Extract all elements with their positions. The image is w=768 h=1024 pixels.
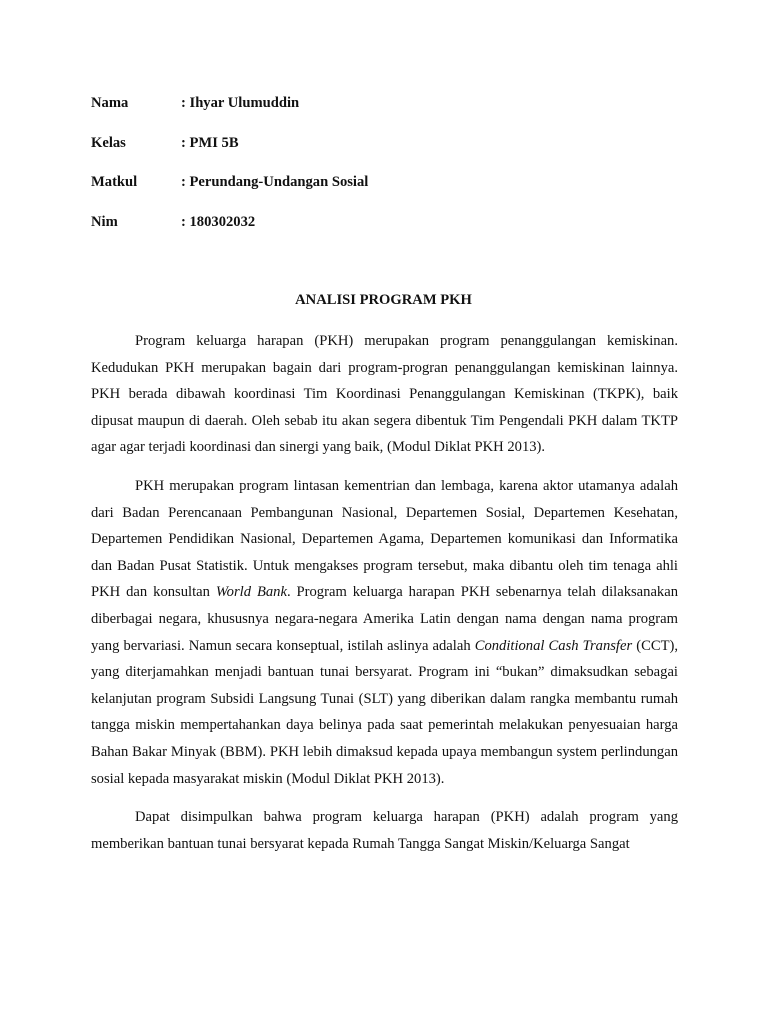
info-value-kelas: : PMI 5B [181, 134, 239, 151]
info-label-nama: Nama [91, 95, 129, 111]
paragraph-3: Dapat disimpulkan bahwa program keluarga harapan (PKH) adalah program yang memberikan bantuan tunai bersyarat kepada Rumah Tangga Sangat Miskin/Keluarga Sangat [91, 809, 678, 852]
document-body [91, 328, 678, 869]
info-value-nama: : Ihyar Ulumuddin [181, 95, 300, 111]
info-row-matkul [91, 171, 368, 211]
paragraph-2-text-c: (CCT), yang diterjamahkan menjadi bantuan tunai bersyarat. Program ini “bukan” dimaksudkan sebagai kelanjutan program Subsidi Langsung Tunai (SLT) yang diberikan dalam rangka membantu rumah tangga miskin mempertahankan daya belinya pada saat pemerintah melakukan penyesuaian harga Bahan Bakar Minyak (BBM). PKH lebih dimaksud kepada upaya membangun system perlindungan sosial kepada masyarakat miskin (Modul Diklat PKH 2013). [91, 637, 678, 787]
paragraph-2-italic-world-bank: World Bank [215, 584, 287, 601]
paragraph-2-text-a: PKH merupakan program lintasan kementrian dan lembaga, karena aktor utamanya adalah dari Badan Perencanaan Pembangunan Nasional, Departemen Sosial, Departemen Kesehatan, Departemen Pendidikan Nasional, Departemen Agama, Departemen komunikasi dan Informatika dan Badan Pusat Statistik. Untuk mengakses program tersebut, maka dibantu oleh tim tenaga ahli PKH dan konsultan [91, 477, 678, 601]
info-row-nim [91, 211, 368, 251]
info-value-matkul: : Perundang-Undangan Sosial [181, 174, 369, 191]
paragraph-2-text-b: . Program keluarga harapan PKH sebenarnya telah dilaksanakan diberbagai negara, khususnya negara-negara Amerika Latin dengan nama dengan nama program yang bervariasi. Namun secara konseptual, istilah aslinya adalah [91, 584, 678, 654]
info-row-kelas [91, 132, 368, 172]
paragraph-2-italic-cct: Conditional Cash Transfer [474, 637, 633, 654]
info-label-matkul: Matkul [91, 174, 138, 191]
paragraph-2 [91, 473, 678, 792]
document-title: ANALISI PROGRAM PKH [295, 292, 472, 308]
info-value-nim: : 180302032 [181, 213, 256, 230]
info-label-nim: Nim [91, 213, 118, 230]
student-info-table [91, 92, 368, 250]
info-label-kelas: Kelas [91, 134, 126, 151]
paragraph-1: Program keluarga harapan (PKH) merupakan program penanggulangan kemiskinan. Kedudukan PKH merupakan bagain dari program-progran penanggulangan kemiskinan lainnya. PKH berada dibawah koordinasi Tim Koordinasi Penanggulangan Kemiskinan (TKPK), baik dipusat maupun di daerah. Oleh sebab itu akan segera dibentuk Tim Pengendali PKH dalam TKTP agar agar terjadi koordinasi dan sinergi yang baik, (Modul Diklat PKH 2013). [91, 333, 678, 456]
info-row-nama [91, 92, 368, 132]
